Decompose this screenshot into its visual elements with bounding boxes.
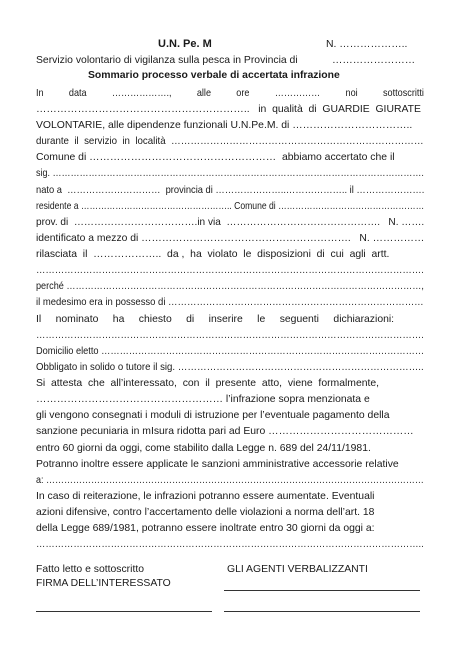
body-line: In caso di reiterazione, le infrazioni potranno essere aumentate. Eventuali (36, 491, 375, 502)
body-line: Potranno inoltre essere applicate le sanzioni amministrative accessorie relative (36, 459, 399, 470)
body-line: durante il servizio in località …………………………………………………………………… (36, 136, 424, 147)
body-line: sig. ……………………………………………………………………………………………………………. (36, 168, 424, 179)
body-line: prov. di ……………………………….in via ………………………………………. N. ……. (36, 217, 425, 228)
body-line: perché ………………………………………………………………………………………………………, (36, 281, 424, 292)
form-number: N. ……………….. (326, 39, 408, 50)
document-title: Sommario processo verbale di accertata infrazione (88, 70, 340, 81)
body-line: identificato a mezzo di ……………………………………………………. N. …………… (36, 233, 425, 244)
body-line: Obbligato in solido o tutore il sig. ………………………………………………………………….. (36, 362, 424, 373)
footer-agenti-label: GLI AGENTI VERBALIZZANTI (227, 564, 368, 575)
agent-signature-line (224, 611, 420, 612)
agent-signature-line (224, 590, 420, 591)
service-province-dots: …………………… (332, 55, 416, 66)
body-line: il medesimo era in possesso di ……………………………………………………………………… (36, 297, 424, 308)
body-line: …………………………………………………………………………………………………………….. (36, 539, 424, 550)
body-line: ……………………………………………………………………………………………………………. (36, 330, 424, 341)
interested-signature-line (36, 611, 212, 612)
body-line: azioni difensive, contro l’accertamento delle violazioni a norma dell’art. 18 (36, 507, 375, 518)
org-name: U.N. Pe. M (158, 38, 212, 50)
body-line: ……………………………………………………………………………………………………………. (36, 265, 424, 276)
body-line: entro 60 giorni da oggi, come stabilito dalla Legge n. 689 del 24/11/1981. (36, 443, 371, 454)
body-line: gli vengono consegnati i moduli di istruzione per l’eventuale pagamento della (36, 410, 390, 421)
service-line: Servizio volontario di vigilanza sulla pesca in Provincia di (36, 55, 298, 66)
body-line: Domicilio eletto …………………………………………………………………………………………… (36, 346, 425, 357)
body-line: nato a ………………………… provincia di …………………..……………….. il …………………. (36, 185, 425, 196)
footer-firma-label: FIRMA DELL’INTERESSATO (36, 578, 171, 589)
body-line: della Legge 689/1981, potranno essere inoltrate entro 30 giorni da oggi a: (36, 523, 375, 534)
body-line: VOLONTARIE, alle dipendenze funzionali U.N.Pe.M. di …………………………….. (36, 120, 413, 131)
body-line: rilasciata il ……………….. da , ha violato le disposizioni di cui agli artt. (36, 249, 390, 260)
body-line: ……………………………………………… l’infrazione sopra menzionata e (36, 394, 370, 405)
body-line: Comune di ……………………………………………… abbiamo accertato che il (36, 152, 395, 163)
body-line: residente a …………………………………………….. Comune di …………………………………………… (36, 201, 425, 212)
body-line: In data ………………., alle ore …………… noi sottoscritti (36, 88, 424, 99)
footer-fatto-letto: Fatto letto e sottoscritto (36, 564, 144, 575)
body-line: …………………………………………………….. in qualità di GUARDIE GIURATE (36, 104, 421, 115)
body-line: Il nominato ha chiesto di inserire le seguenti dichiarazioni: (36, 314, 395, 325)
body-line: a: ……………………………………………………………………………………………………………… (36, 475, 424, 486)
body-line: sanzione pecuniaria in mIsura ridotta pari ad Euro …………………………………… (36, 426, 414, 437)
body-line: Si attesta che all’interessato, con il presente atto, viene formalmente, (36, 378, 380, 389)
